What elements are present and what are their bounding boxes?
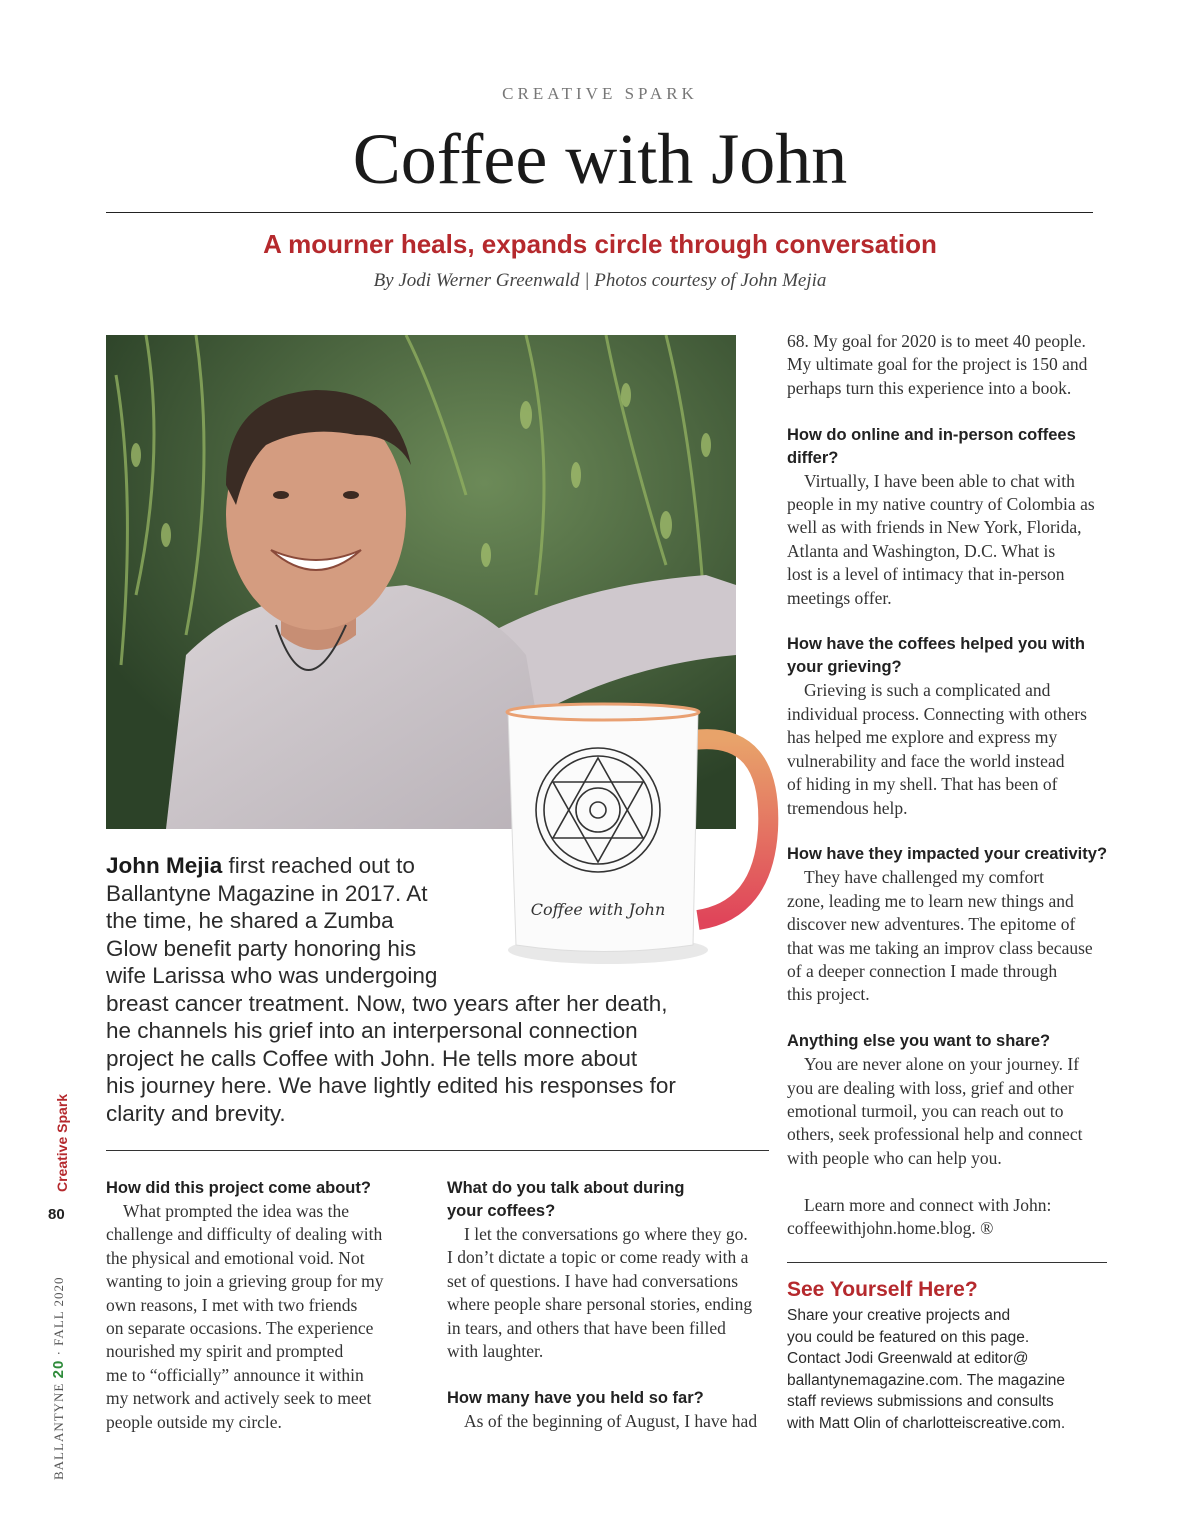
question-how-many: How many have you held so far?	[447, 1388, 704, 1407]
question-talk-topics: What do you talk about during your coffees?	[447, 1179, 685, 1220]
blog-link[interactable]: coffeewithjohn.home.blog. ®	[787, 1218, 994, 1238]
folio-section: Creative Spark	[54, 1093, 70, 1192]
intro-paragraph: John Mejia first reached out to Ballantyne Magazine in 2017. At the time, he shared a Zumba Glow benefit party honoring his wife Larissa who was undergoing breast cancer treatment. Now, two years after her death, he channels his grief into an interpersonal connection project he calls Coffee with John. He tells more about his journey here. We have lightly edited his responses for clarity and brevity.	[106, 853, 676, 1126]
question-grieving: How have the coffees helped you with your grieving?	[787, 635, 1085, 677]
article-title: Coffee with John	[352, 119, 848, 199]
question-anything-else: Anything else you want to share?	[787, 1032, 1051, 1051]
article-subhead: A mourner heals, expands circle through conversation	[263, 229, 937, 259]
question-online-vs-person: How do online and in-person coffees differ?	[787, 425, 1076, 467]
qa-column-2: What do you talk about during your coffees? I let the conversations go where they go. I don’t dictate a topic or come ready with a set of questions. I have had conversations where people share personal stories, ending in tears, and others that have been filled with laughter. How many have you held so far? As of the beginning of August, I have had	[447, 1177, 767, 1433]
intro-divider	[106, 1150, 769, 1151]
title-divider	[106, 212, 1093, 213]
closing-line: Learn more and connect with John:	[804, 1194, 1052, 1215]
question-project-origin: How did this project come about?	[106, 1179, 371, 1197]
page-number: 80	[48, 1206, 65, 1223]
qa-column-3: 68. My goal for 2020 is to meet 40 people. My ultimate goal for the project is 150 and perhaps turn this experience into a book. How do online and in-person coffees differ? Virtually, I have been able to chat with people in my native country of Colombia as well as with friends in New York, Florida, Atlanta and Washington, D.C. What is lost is a level of intimacy that in-person meetings offer. How have the coffees helped you with your grieving? Grieving is such a complicated and individual process. Connecting with others has helped me explore and express my vulnerability and face the world instead of hiding in my shell. That has been of tremendous help. How have they impacted your creativity? They have challenged my comfort zone, leading me to learn new things and discover new adventures. The epitome of that was me taking an improv class because of a deeper connection I made through this project. Anything else you want to share? You are never alone on your journey. If you are dealing with loss, grief and other emotional turmoil, you can reach out to others, seek professional help and connect with people who can help you. Learn more and connect with John: coffeewithjohn.home.blog. ®	[787, 330, 1112, 1240]
folio-line: BALLANTYNE 20 · FALL 2020	[50, 1276, 67, 1480]
lead-name: John Mejia	[106, 853, 223, 878]
section-kicker: CREATIVE SPARK	[502, 84, 698, 103]
mug-text: Coffee with John	[530, 900, 666, 919]
qa-column-1: How did this project come about? What prompted the idea was the challenge and difficulty of dealing with the physical and emotional void. Not wanting to join a grieving group for my own reasons, I met with two friends on separate occasions. The experience nourished my spirit and prompted me to “officially” announce it within my network and actively seek to meet people outside my circle.	[106, 1177, 406, 1434]
byline: By Jodi Werner Greenwald | Photos courtesy of John Mejia	[373, 270, 827, 291]
see-yourself-title: See Yourself Here?	[787, 1278, 978, 1301]
see-yourself-body: Share your creative projects and you could be featured on this page. Contact Jodi Greenwald at editor@ ballantynemagazine.com. The magazine staff reviews submissions and consults with Matt Olin of charlotteiscreative.com.	[787, 1307, 1066, 1432]
question-creativity: How have they impacted your creativity?	[787, 845, 1108, 864]
sidebar-divider	[787, 1262, 1107, 1263]
